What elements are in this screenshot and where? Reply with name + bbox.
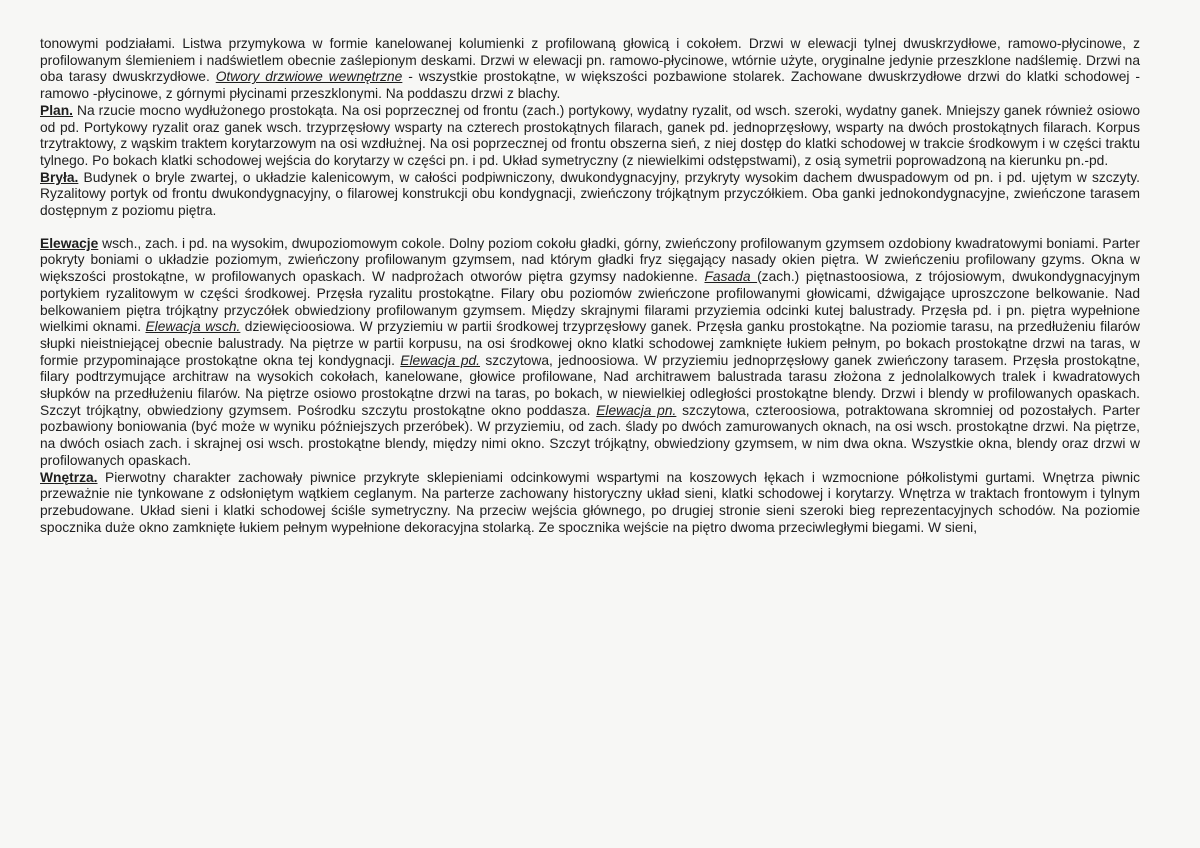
paragraph-intro	[40, 36, 1140, 103]
section-heading-bryla: Bryła.	[40, 169, 79, 185]
heading-inline-otwory: Otwory drzwiowe wewnętrzne	[215, 69, 403, 85]
section-heading-plan: Plan.	[40, 102, 73, 118]
text-segment: Pierwotny charakter zachowały piwnice przykryte sklepieniami odcinkowymi wspartymi na koszowych łękach i wzmocnione półkolistymi gurtami. Wnętrza piwnic przeważnie nie tynkowane z odsłoniętym wątkiem ceglanym. Na parterze zachowany historyczny układ sieni, klatki schodowej i korytarzy. Wnętrza w traktach frontowym i tylnym przebudowane. Układ sieni i klatki schodowej ściśle symetryczny. Na przeciw wejścia głównego, po drugiej stronie sieni szeroki bieg reprezentacyjnych schodów. Na poziomie spocznika duże okno zamknięte łukiem pełnym wypełnione dekoracyjna stolarką. Ze spocznika wejście na piętro dwoma przeciwległymi biegami. W sieni,	[40, 469, 1140, 535]
paragraph-plan	[40, 103, 1140, 170]
section-heading-wnetrza: Wnętrza.	[40, 469, 98, 485]
paragraph-wnetrza	[40, 470, 1140, 537]
text-segment: szczytowa, czteroosiowa, potraktowana skromniej od pozostałych. Parter pozbawiony boniowania (być może w wyniku późniejszych przeróbek). W przyziemiu, od zach. ślady po dwóch zamurowanych oknach, na osi wsch. prostokątne drzwi. Na piętrze, na dwóch osiach zach. i skrajnej osi wsch. prostokątne blendy, między nimi okno. Szczyt trójkątny, obwiedziony gzymsem, w nim dwa okna. Wszystkie okna, blendy oraz drzwi w profilowanych opaskach.	[40, 402, 1140, 468]
paragraph-elewacje	[40, 236, 1140, 470]
subheading-elewacja-wsch: Elewacja wsch.	[145, 319, 241, 335]
text-segment: szczytowa, jednoosiowa. W przyziemiu jednoprzęsłowy ganek zwieńczony tarasem. Przęsła prostokątne, filary podtrzymujące architraw na wysokich cokołach, kanelowane, głowice profilowane, Nad architrawem balustrada tarasu złożona z jednolalkowych tralek i kwadratowych słupków na przedłużeniu filarów. Na piętrze osiowo prostokątne drzwi na taras, po bokach, w niewielkiej odległości prostokątne blendy. Drzwi i blendy w profilowanych opaskach. Szczyt trójkątny, obwiedziony gzymsem. Pośrodku szczytu prostokątne okno poddasza.	[40, 352, 1140, 418]
text-segment: wsch., zach. i pd. na wysokim, dwupoziomowym cokole. Dolny poziom cokołu gładki, górny, zwieńczony profilowanym gzymsem ozdobiony kwadratowymi boniami. Parter pokryty boniami o układzie poziomym, zwieńczony profilowanym gzymsem, nad którym gładki fryz sięgający nasady okien piętra. W zwieńczeniu profilowany gzyms. Okna w większości prostokątne, w profilowanych opaskach. W nadprożach otworów piętra gzymsy nadokienne.	[40, 235, 1140, 285]
text-segment: Na rzucie mocno wydłużonego prostokąta. Na osi poprzecznej od frontu (zach.) portykowy, wydatny ryzalit, od wsch. szeroki, wydatny ganek. Mniejszy ganek również osiowo od pd. Portykowy ryzalit oraz ganek wsch. trzyprzęsłowy wsparty na czterech prostokątnych filarach, ganek pd. jednoprzęsłowy, wsparty na dwóch prostokątnych filarach. Korpus trzytraktowy, z wąskim traktem korytarzowym na osi wzdłużnej. Na osi poprzecznej od frontu obszerna sień, z niej dostęp do klatki schodowej w trakcie środkowym i w części traktu tylnego. Po bokach klatki schodowej wejścia do korytarzy w części pn. i pd. Układ symetryczny (z niewielkimi odstępstwami), z osią symetrii poprowadzoną na kierunku pn.-pd.	[40, 102, 1140, 168]
text-segment: dziewięcioosiowa. W przyziemiu w partii środkowej trzyprzęsłowy ganek. Przęsła ganku prostokątne. Na poziomie tarasu, na przedłużeniu filarów słupki nieistniejącej obecnie balustrady. Na piętrze w partii korpusu, na osi środkowej okno klatki schodowej zamknięte łukiem pełnym, po bokach prostokątne drzwi na taras, w formie przypominające prostokątne okna tej kondygnacji.	[40, 319, 1140, 368]
subheading-elewacja-pn: Elewacja pn.	[596, 402, 677, 418]
subheading-fasada: Fasada	[704, 269, 758, 285]
paragraph-bryla	[40, 170, 1140, 220]
text-segment: - wszystkie prostokątne, w większości pozbawione stolarek. Zachowane dwuskrzydłowe drzwi do klatki schodowej - ramowo -płycinowe, z górnymi płycinami przeszklonymi. Na poddaszu drzwi z blachy.	[40, 69, 1140, 102]
text-segment: tonowymi podziałami. Listwa przymykowa w formie kanelowanej kolumienki z profilowaną głowicą i cokołem. Drzwi w elewacji tylnej dwuskrzydłowe, ramowo-płycinowe, z profilowanym ślemieniem i nadświetlem obecnie zaślepionym deskami. Drzwi w elewacji pn. ramowo-płycinowe, wtórnie użyte, oryginalne jedynie przeszklone nadślemię. Drzwi na oba tarasy dwuskrzydłowe.	[40, 36, 1140, 85]
subheading-elewacja-pd: Elewacja pd.	[400, 352, 481, 368]
section-heading-elewacje: Elewacje	[40, 235, 99, 251]
text-segment: (zach.) piętnastoosiowa, z trójosiowym, dwukondygnacyjnym portykiem ryzalitowym w części środkowej. Przęsła ryzalitu prostokątne. Filary obu poziomów zwieńczone profilowanymi głowicami, dźwigające uproszczone belkowanie. Nad belkowaniem piętra trójkątny przyczółek obwiedziony profilowanym gzymsem. Między skrajnymi filarami przyziemia odcinki kutej balustrady. Przęsła pd. i pn. piętra wypełnione wielkimi oknami.	[40, 269, 1140, 335]
text-segment: Budynek o bryle zwartej, o układzie kalenicowym, w całości podpiwniczony, dwukondygnacyjny, przykryty wysokim dachem dwuspadowym od pn. i pd. ujętym w szczyty. Ryzalitowy portyk od frontu dwukondygnacyjny, o filarowej konstrukcji obu kondygnacji, zwieńczony trójkątnym przyczółkiem. Oba ganki jednokondygnacyjne, zwieńczone tarasem dostępnym z poziomu piętra.	[40, 169, 1140, 219]
